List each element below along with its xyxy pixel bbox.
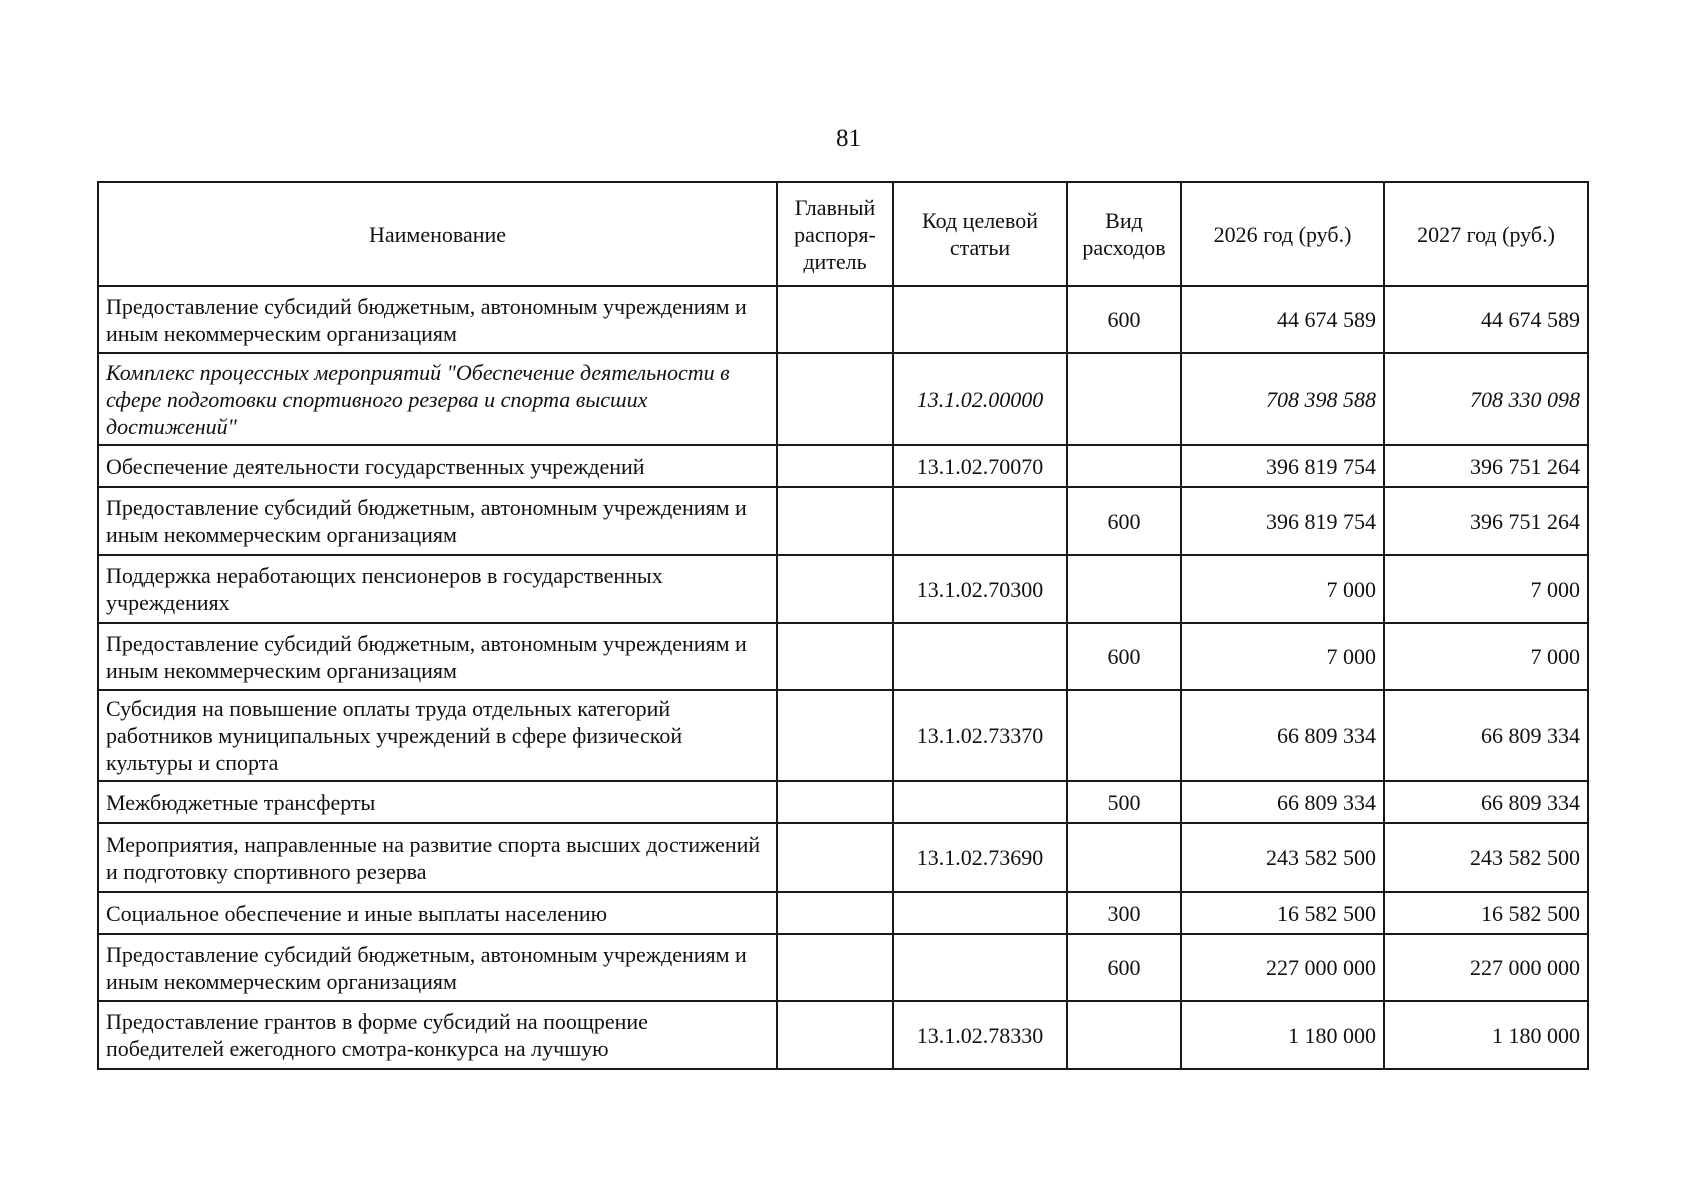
cell-main-manager [777, 892, 893, 934]
cell-target-code: 13.1.02.00000 [893, 353, 1067, 445]
table-row [98, 286, 1588, 353]
header-main-manager: Главный распоря-дитель [777, 182, 893, 286]
cell-name: Обеспечение деятельности государственных учреждений [98, 445, 777, 487]
cell-target-code: 13.1.02.78330 [893, 1001, 1067, 1069]
cell-expense-kind [1067, 445, 1181, 487]
header-year-2027: 2027 год (руб.) [1384, 182, 1588, 286]
table-row [98, 555, 1588, 623]
cell-expense-kind: 600 [1067, 487, 1181, 555]
cell-name: Поддержка неработающих пенсионеров в государственных учреждениях [98, 555, 777, 623]
cell-main-manager [777, 690, 893, 781]
cell-expense-kind [1067, 1001, 1181, 1069]
cell-name: Предоставление субсидий бюджетным, автономным учреждениям и иным некоммерческим организациям [98, 487, 777, 555]
cell-year-2026: 66 809 334 [1181, 690, 1384, 781]
cell-year-2027: 16 582 500 [1384, 892, 1588, 934]
cell-expense-kind [1067, 555, 1181, 623]
cell-name: Субсидия на повышение оплаты труда отдельных категорий работников муниципальных учреждений в сфере физической культуры и спорта [98, 690, 777, 781]
cell-expense-kind: 600 [1067, 623, 1181, 690]
cell-target-code [893, 286, 1067, 353]
cell-target-code: 13.1.02.70070 [893, 445, 1067, 487]
cell-name: Предоставление субсидий бюджетным, автономным учреждениям и иным некоммерческим организациям [98, 934, 777, 1001]
cell-year-2027: 44 674 589 [1384, 286, 1588, 353]
table-header-row [98, 182, 1588, 286]
cell-expense-kind [1067, 690, 1181, 781]
cell-name: Мероприятия, направленные на развитие спорта высших достижений и подготовку спортивного резерва [98, 823, 777, 892]
cell-expense-kind: 600 [1067, 934, 1181, 1001]
cell-main-manager [777, 487, 893, 555]
cell-expense-kind: 600 [1067, 286, 1181, 353]
cell-year-2026: 227 000 000 [1181, 934, 1384, 1001]
cell-main-manager [777, 781, 893, 823]
header-expense-kind: Вид расходов [1067, 182, 1181, 286]
cell-year-2027: 1 180 000 [1384, 1001, 1588, 1069]
table-row [98, 1001, 1588, 1069]
cell-main-manager [777, 1001, 893, 1069]
cell-main-manager [777, 353, 893, 445]
budget-table [97, 181, 1589, 1070]
cell-target-code [893, 623, 1067, 690]
table-row [98, 487, 1588, 555]
table-row [98, 690, 1588, 781]
cell-name: Социальное обеспечение и иные выплаты населению [98, 892, 777, 934]
table-row [98, 823, 1588, 892]
cell-expense-kind: 500 [1067, 781, 1181, 823]
table-row [98, 623, 1588, 690]
cell-target-code [893, 934, 1067, 1001]
cell-main-manager [777, 823, 893, 892]
cell-year-2026: 7 000 [1181, 555, 1384, 623]
cell-year-2026: 243 582 500 [1181, 823, 1384, 892]
cell-year-2027: 66 809 334 [1384, 690, 1588, 781]
table-body [98, 286, 1588, 1069]
header-year-2026: 2026 год (руб.) [1181, 182, 1384, 286]
cell-target-code: 13.1.02.73690 [893, 823, 1067, 892]
cell-year-2027: 708 330 098 [1384, 353, 1588, 445]
cell-name: Предоставление субсидий бюджетным, автономным учреждениям и иным некоммерческим организациям [98, 286, 777, 353]
cell-year-2027: 396 751 264 [1384, 487, 1588, 555]
cell-target-code [893, 781, 1067, 823]
cell-main-manager [777, 445, 893, 487]
cell-year-2027: 7 000 [1384, 623, 1588, 690]
table-row [98, 445, 1588, 487]
cell-year-2026: 7 000 [1181, 623, 1384, 690]
cell-target-code: 13.1.02.73370 [893, 690, 1067, 781]
cell-year-2026: 66 809 334 [1181, 781, 1384, 823]
cell-year-2026: 396 819 754 [1181, 487, 1384, 555]
table-row [98, 934, 1588, 1001]
cell-year-2026: 44 674 589 [1181, 286, 1384, 353]
cell-year-2027: 7 000 [1384, 555, 1588, 623]
header-target-code: Код целевой статьи [893, 182, 1067, 286]
cell-main-manager [777, 934, 893, 1001]
cell-expense-kind [1067, 823, 1181, 892]
cell-name: Предоставление субсидий бюджетным, автономным учреждениям и иным некоммерческим организациям [98, 623, 777, 690]
cell-year-2027: 396 751 264 [1384, 445, 1588, 487]
cell-target-code [893, 487, 1067, 555]
table-row [98, 781, 1588, 823]
cell-year-2026: 16 582 500 [1181, 892, 1384, 934]
cell-main-manager [777, 623, 893, 690]
cell-year-2026: 708 398 588 [1181, 353, 1384, 445]
cell-expense-kind: 300 [1067, 892, 1181, 934]
cell-target-code [893, 892, 1067, 934]
cell-name: Комплекс процессных мероприятий "Обеспечение деятельности в сфере подготовки спортивного резерва и спорта высших достижений" [98, 353, 777, 445]
page-number: 81 [836, 125, 861, 152]
header-name: Наименование [98, 182, 777, 286]
table-row [98, 892, 1588, 934]
cell-expense-kind [1067, 353, 1181, 445]
cell-main-manager [777, 286, 893, 353]
cell-year-2027: 243 582 500 [1384, 823, 1588, 892]
cell-year-2026: 1 180 000 [1181, 1001, 1384, 1069]
cell-target-code: 13.1.02.70300 [893, 555, 1067, 623]
cell-year-2027: 227 000 000 [1384, 934, 1588, 1001]
table-row [98, 353, 1588, 445]
cell-year-2027: 66 809 334 [1384, 781, 1588, 823]
cell-name: Межбюджетные трансферты [98, 781, 777, 823]
cell-name: Предоставление грантов в форме субсидий на поощрение победителей ежегодного смотра-конкурса на лучшую [98, 1001, 777, 1069]
cell-main-manager [777, 555, 893, 623]
cell-year-2026: 396 819 754 [1181, 445, 1384, 487]
